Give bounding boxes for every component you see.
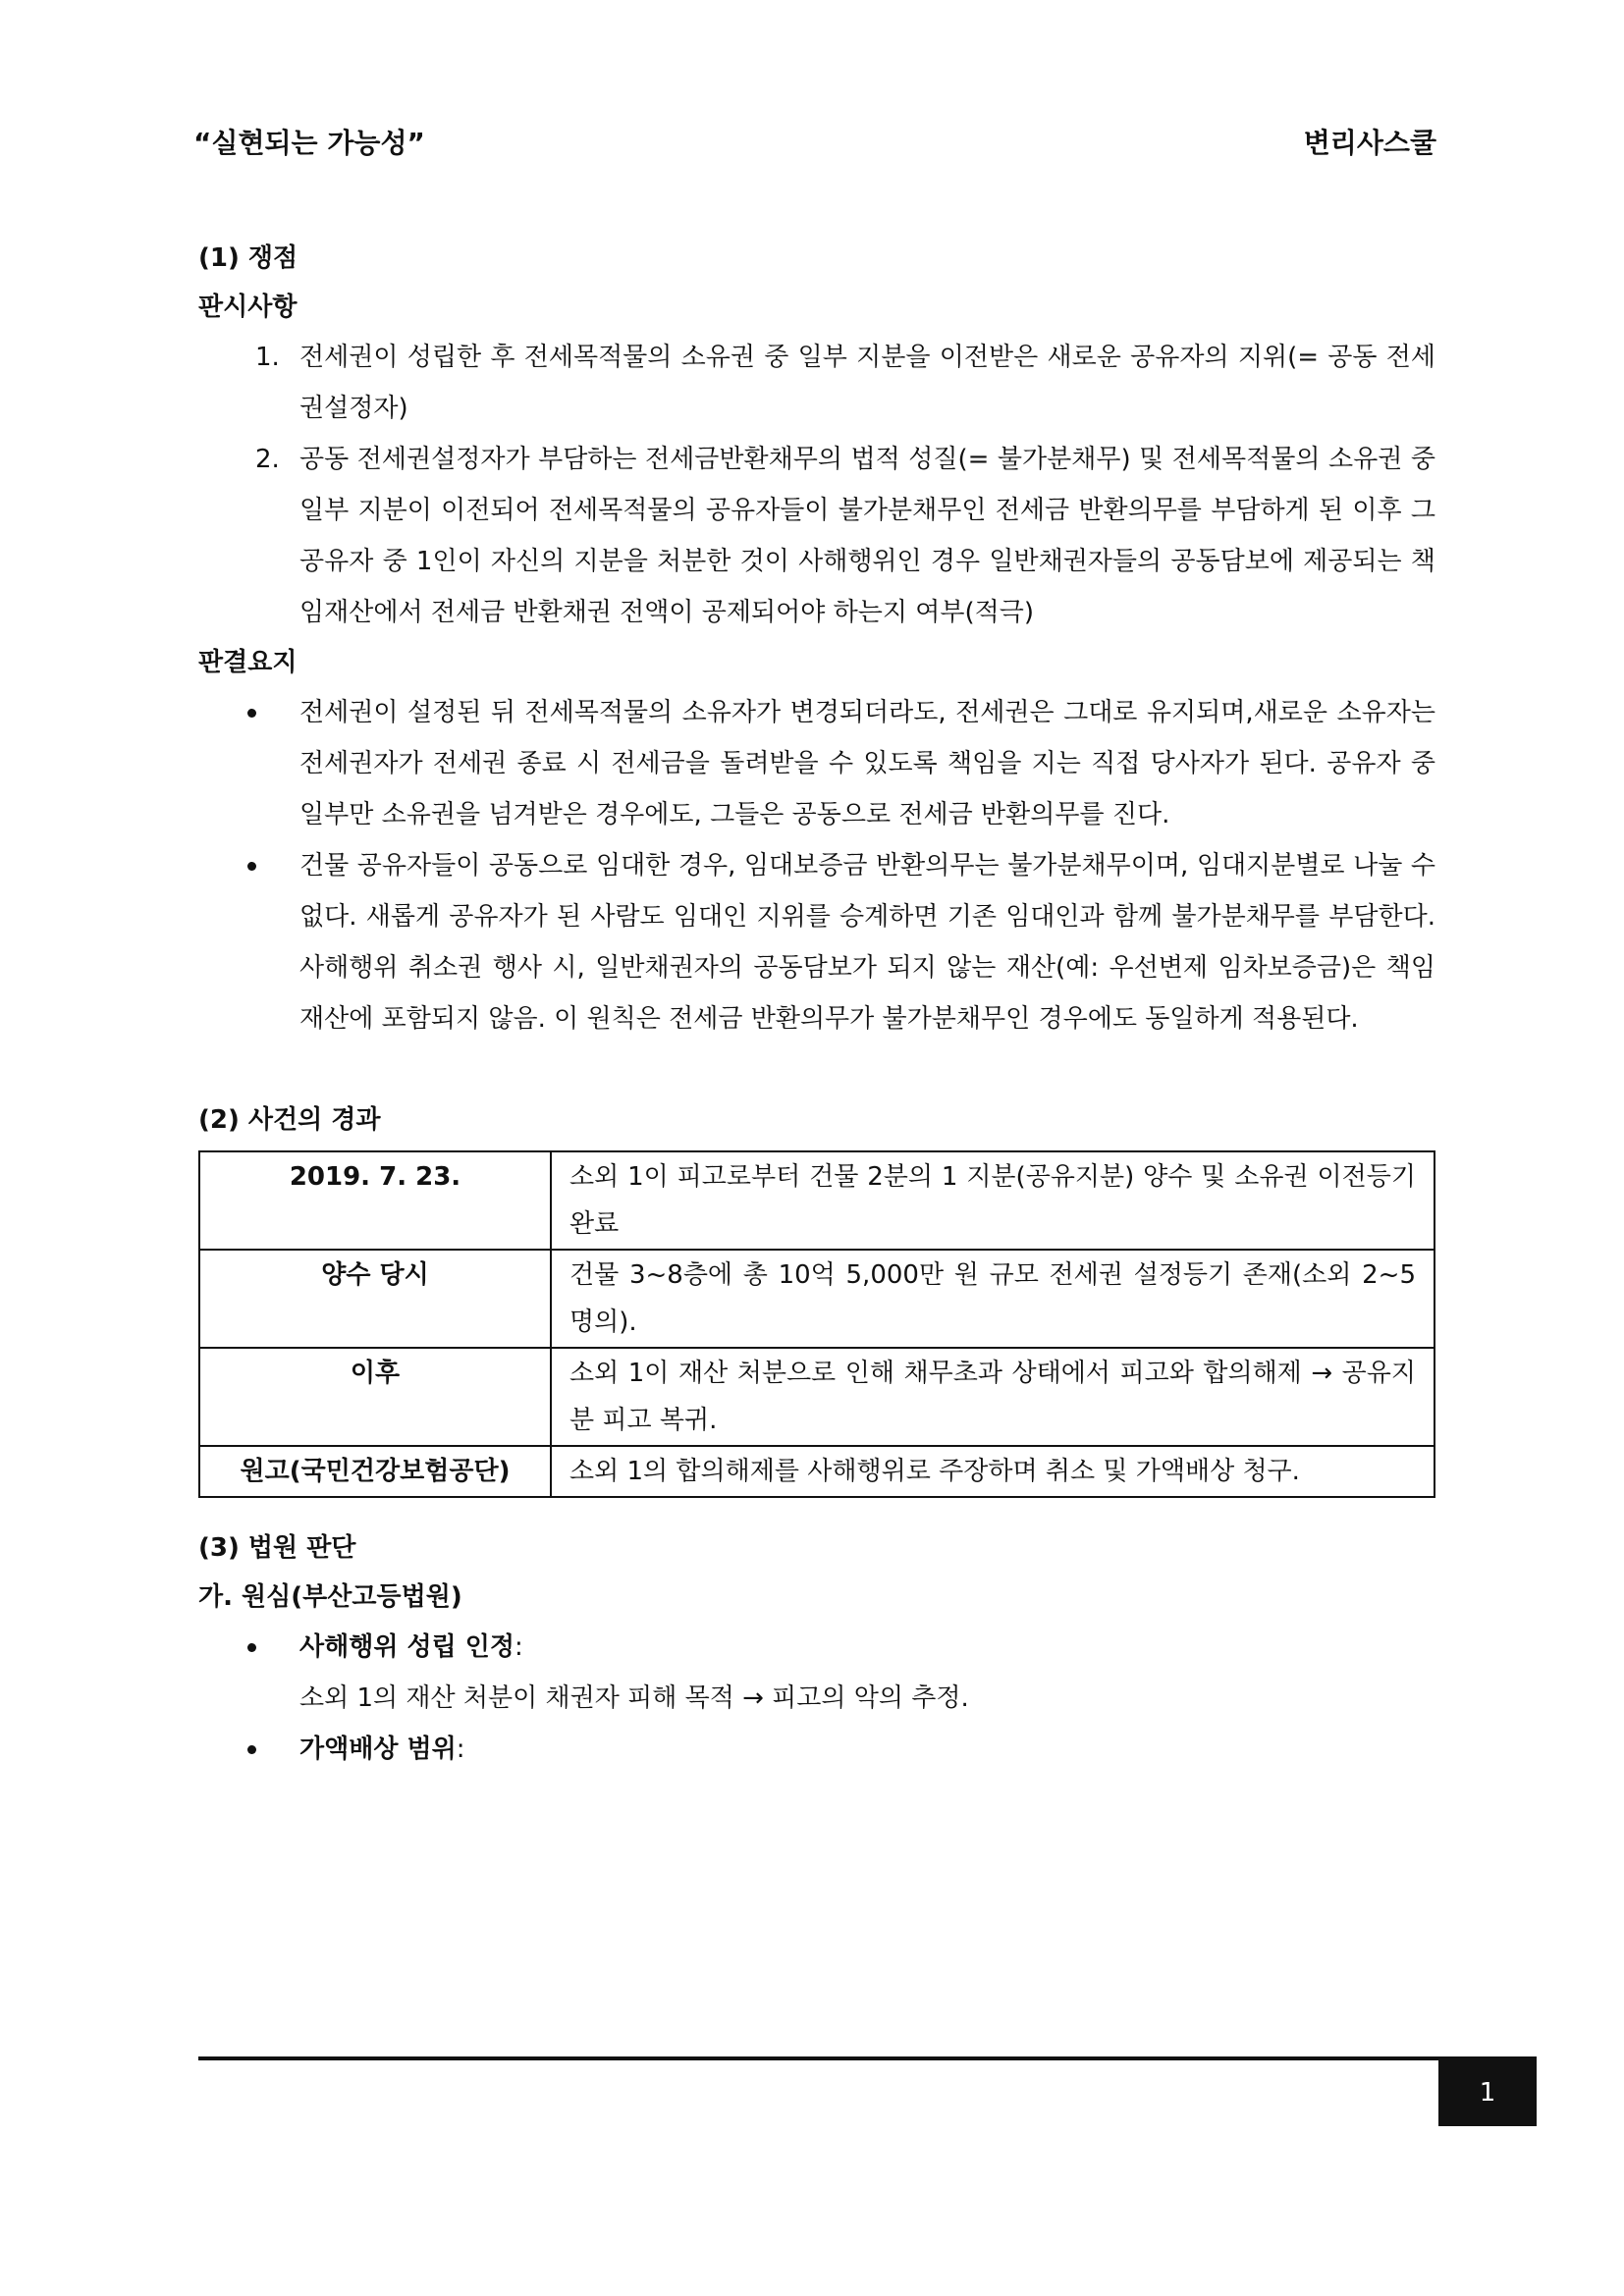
judgment-bullet-text: 전세권이 설정된 뒤 전세목적물의 소유자가 변경되더라도, 전세권은 그대로 유지되며,새로운 소유자는 전세권자가 전세권 종료 시 전세금을 돌려받을 수 있도록 책임을 지는 직접 당사자가 된다. 공유자 중 일부만 소유권을 넘겨받은 경우에도, 그들은 공동으로 전세금 반환의무를 진다.: [299, 698, 1435, 829]
table-key-cell: 양수 당시: [199, 1250, 551, 1348]
court-bullet: [198, 1724, 1435, 1775]
bullet-dot-icon: [247, 1643, 256, 1652]
bullet-dot-icon: [247, 862, 256, 871]
table-value-cell: 소외 1의 합의해제를 사해행위로 주장하며 취소 및 가액배상 청구.: [551, 1446, 1435, 1497]
spacer: [198, 1498, 1435, 1523]
judgment-bullet: [198, 840, 1435, 1044]
table-row: [199, 1348, 1435, 1446]
judgment-summary-heading: 판결요지: [198, 648, 298, 677]
table-row: [199, 1151, 1435, 1250]
document-body: [198, 234, 1435, 1775]
table-row: [199, 1250, 1435, 1348]
holdings-list: [198, 332, 1435, 638]
holding-number: 1.: [255, 343, 280, 372]
bullet-dot-icon: [247, 709, 256, 718]
table-key-cell: 2019. 7. 23.: [199, 1151, 551, 1250]
lower-court-heading: 가. 원심(부산고등법원): [198, 1582, 462, 1612]
table-value-cell: 소외 1이 피고로부터 건물 2분의 1 지분(공유지분) 양수 및 소유권 이전등기 완료: [551, 1151, 1435, 1250]
court-bullet: [198, 1622, 1435, 1673]
section3-title: (3) 법원 판단: [198, 1533, 356, 1563]
holding-item: [198, 434, 1435, 638]
colon: :: [456, 1735, 465, 1764]
holding-text: 공동 전세권설정자가 부담하는 전세금반환채무의 법적 성질(= 불가분채무) 및 전세목적물의 소유권 중 일부 지분이 이전되어 전세목적물의 공유자들이 불가분채무인 전세금 반환의무를 부담하게 된 이후 그 공유자 중 1인이 자신의 지분을 처분한 것이 사해행위인 경우 일반채권자들의 공동담보에 제공되는 책임재산에서 전세금 반환채권 전액이 공제되어야 하는지 여부(적극): [299, 445, 1435, 627]
section2-title: (2) 사건의 경과: [198, 1105, 381, 1135]
table-value-cell: 건물 3~8층에 총 10억 5,000만 원 규모 전세권 설정등기 존재(소외 2~5 명의).: [551, 1250, 1435, 1348]
judgment-bullet-text: 건물 공유자들이 공동으로 임대한 경우, 임대보증금 반환의무는 불가분채무이며, 임대지분별로 나눌 수 없다. 새롭게 공유자가 된 사람도 임대인 지위를 승계하면 기존 임대인과 함께 불가분채무를 부담한다. 사해행위 취소권 행사 시, 일반채권자의 공동담보가 되지 않는 재산(예: 우선변제 임차보증금)은 책임재산에 포함되지 않음. 이 원칙은 전세금 반환의무가 불가분채무인 경우에도 동일하게 적용된다.: [299, 851, 1435, 1034]
court-bullet-title: 가액배상 범위: [299, 1735, 457, 1764]
table-key-cell: 원고(국민건강보험공단): [199, 1446, 551, 1497]
case-history-table: [198, 1150, 1435, 1498]
holding-text: 전세권이 성립한 후 전세목적물의 소유권 중 일부 지분을 이전받은 새로운 공유자의 지위(= 공동 전세권설정자): [299, 343, 1435, 423]
bullet-dot-icon: [247, 1745, 256, 1754]
table-row: [199, 1446, 1435, 1497]
section1-title: (1) 쟁점: [198, 243, 298, 273]
holding-item: [198, 332, 1435, 434]
table-value-cell: 소외 1이 재산 처분으로 인해 채무초과 상태에서 피고와 합의해제 → 공유지분 피고 복귀.: [551, 1348, 1435, 1446]
holding-number: 2.: [255, 445, 280, 474]
table-key-cell: 이후: [199, 1348, 551, 1446]
holdings-heading: 판시사항: [198, 293, 298, 322]
spacer: [198, 1044, 1435, 1095]
page-number: 1: [1438, 2058, 1537, 2126]
court-bullet-detail: 소외 1의 재산 처분이 채권자 피해 목적 → 피고의 악의 추정.: [299, 1683, 969, 1713]
judgment-bullet: [198, 687, 1435, 840]
court-bullet-title: 사해행위 성립 인정: [299, 1632, 515, 1662]
header-slogan: “실현되는 가능성”: [193, 127, 425, 159]
header-brand: 변리사스쿨: [1303, 127, 1436, 159]
footer-rule: [198, 2056, 1537, 2060]
colon: :: [514, 1632, 523, 1662]
